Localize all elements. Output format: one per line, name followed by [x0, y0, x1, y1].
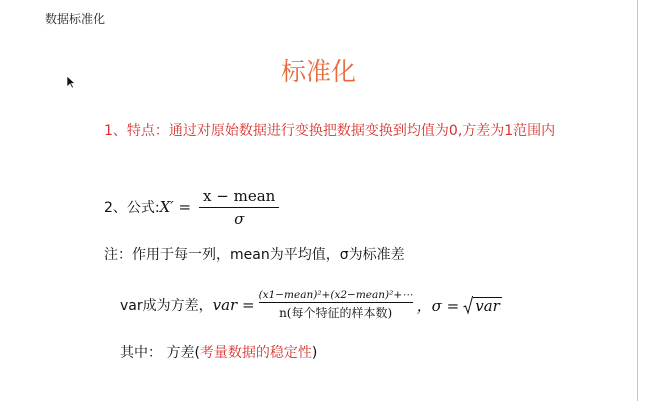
- variance-label: var成为方差，: [120, 298, 213, 314]
- variance-fraction: [259, 289, 413, 321]
- formula-denominator: σ: [234, 209, 245, 228]
- formula-numerator: x − mean: [203, 186, 276, 205]
- variance-denominator: n(每个特征的样本数): [279, 306, 393, 320]
- qizhong-prefix: 其中： 方差(: [120, 345, 200, 361]
- formula-row: [104, 186, 279, 228]
- qizhong-suffix: ): [311, 345, 318, 361]
- variance-lhs: var =: [212, 296, 255, 314]
- sqrt-expression: [463, 295, 502, 315]
- formula-note: 注：作用于每一列，mean为平均值，σ为标准差: [104, 247, 405, 263]
- sqrt-radicand: var: [475, 297, 500, 315]
- slide-edge-divider: [637, 0, 638, 401]
- variance-numerator: (x1−mean)²+(x2−mean)²+⋯: [258, 289, 413, 301]
- formula-fraction: [199, 187, 279, 228]
- qizhong-line: [120, 342, 317, 362]
- formula-lhs: X′ =: [159, 198, 192, 216]
- sqrt-radical-icon: [463, 295, 473, 315]
- formula-label: 2、公式:: [104, 200, 160, 216]
- point-1-feature: 1、特点：通过对原始数据进行变换把数据变换到均值为0,方差为1范围内: [104, 123, 556, 139]
- slide-title: 标准化: [280, 57, 356, 86]
- sigma-lhs: ，σ =: [416, 296, 460, 315]
- variance-row: [120, 284, 502, 326]
- qizhong-highlight: 考量数据的稳定性: [199, 345, 312, 361]
- window-title: 数据标准化: [45, 12, 106, 26]
